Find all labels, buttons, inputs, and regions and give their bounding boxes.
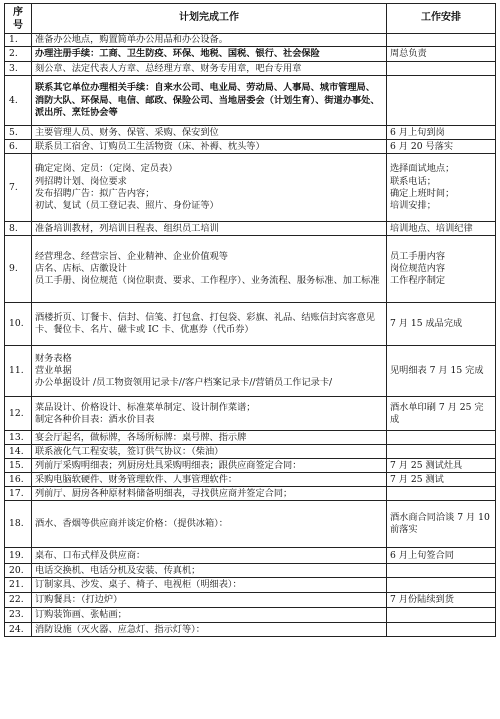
work-line: 初试、复试（员工登记表、照片、身份证等） (35, 199, 219, 211)
row-arrange (387, 608, 496, 623)
arrange-line: 员工手册内容 (390, 250, 446, 262)
row-number: 8. (5, 222, 32, 236)
row-number: 14. (5, 445, 32, 459)
arrange-line: 周总负责 (390, 48, 427, 60)
row-work (32, 548, 387, 564)
row-number: 23. (5, 608, 32, 623)
table-row (5, 459, 496, 473)
row-work (32, 154, 387, 222)
table-row (5, 487, 496, 501)
arrange-line: 选择面试地点； (390, 163, 455, 175)
work-line: 营业单据 (35, 365, 72, 377)
table-row (5, 126, 496, 140)
work-line: 制定各种价目表：酒水价目表 (35, 413, 155, 425)
row-number: 9. (5, 236, 32, 303)
row-work (32, 236, 387, 303)
row-arrange (387, 47, 496, 62)
table-row (5, 593, 496, 608)
row-arrange (387, 126, 496, 140)
row-arrange (387, 346, 496, 397)
work-line: 联系液化气工程安装，签订供气协议：（柴油） (35, 445, 224, 457)
row-arrange (387, 548, 496, 564)
row-arrange (387, 623, 496, 637)
row-arrange (387, 34, 496, 47)
work-line: 财务表格 (35, 352, 72, 364)
row-number: 6. (5, 140, 32, 154)
work-line: 发布招聘广告：拟广告内容； (35, 187, 155, 199)
work-line: 刻公章、法定代表人方章、总经理方章、财务专用章，吧台专用章 (35, 62, 302, 74)
row-work (32, 303, 387, 346)
table-row (5, 501, 496, 548)
arrange-line: 7 月 25 测试灶具 (390, 459, 463, 471)
table-row (5, 154, 496, 222)
row-number: 24. (5, 623, 32, 637)
row-arrange (387, 564, 496, 578)
table-row (5, 346, 496, 397)
row-work (32, 397, 387, 431)
arrange-line: 6 月上旬签合同 (390, 549, 454, 561)
row-arrange (387, 154, 496, 222)
row-number: 4. (5, 76, 32, 126)
row-number: 12. (5, 397, 32, 431)
row-arrange (387, 431, 496, 445)
work-line: 酒水、香烟等供应商并谈定价格：（提供冰箱）： (35, 518, 228, 530)
work-line: 订购装饰画、张帖画； (35, 609, 127, 621)
table-header-row (5, 4, 496, 34)
row-arrange (387, 578, 496, 593)
row-number: 22. (5, 593, 32, 608)
table-row (5, 47, 496, 62)
header-arrange: 工作安排 (387, 4, 496, 34)
row-number: 10. (5, 303, 32, 346)
row-work (32, 346, 387, 397)
row-number: 21. (5, 578, 32, 593)
row-work (32, 564, 387, 578)
row-arrange (387, 76, 496, 126)
work-line: 办公单据设计 /员工物资领用记录卡//客户档案记录卡//营销员工作记录卡/ (35, 377, 333, 389)
row-work (32, 578, 387, 593)
arrange-line: 7 月 25 测试 (390, 473, 444, 485)
arrange-line: 6 月 20 号落实 (390, 140, 454, 152)
row-arrange (387, 501, 496, 548)
work-line: 确定定岗、定员：（定岗、定员表） (35, 163, 178, 175)
work-line: 电话交换机、电话分机及安装、传真机； (35, 564, 201, 576)
work-line: 列招聘计划、岗位要求 (35, 175, 127, 187)
work-line: 订制家具、沙发、桌子、椅子、电视柜（明细表）： (35, 579, 242, 591)
table-row (5, 578, 496, 593)
row-number: 11. (5, 346, 32, 397)
work-line: 酒楼折页、订餐卡、信封、信笺、打包盒、打包袋、彩旗、礼品、结账信封宾客意见卡、餐位卡、名片、磁卡或 IC 卡、优惠券（代币券） (35, 312, 375, 336)
row-number: 20. (5, 564, 32, 578)
row-number: 16. (5, 473, 32, 487)
row-work (32, 445, 387, 459)
work-line: 店名、店标、店徽设计 (35, 263, 127, 275)
row-arrange (387, 487, 496, 501)
row-number: 3. (5, 62, 32, 76)
row-work (32, 608, 387, 623)
row-work (32, 487, 387, 501)
work-line: 准备办公地点，购置简单办公用品和办公设备。 (35, 34, 228, 45)
arrange-line: 7 月份陆续到货 (390, 594, 454, 606)
table-row (5, 397, 496, 431)
arrange-line: 岗位规范内容 (390, 263, 446, 275)
work-line: 联系其它单位办理相关手续：自来水公司、电业局、劳动局、人事局、城市管理局、消防大队、环保局、电信、邮政、保险公司、当地居委会（计划生育）、街道办事处、派出所、烹饪协会等 (35, 82, 380, 118)
row-number: 18. (5, 501, 32, 548)
table-row (5, 236, 496, 303)
arrange-line: 见明细表 7 月 15 完成 (390, 365, 484, 377)
row-work (32, 473, 387, 487)
work-line: 消防设施（灭火器、应急灯、指示灯等）： (35, 623, 205, 635)
arrange-line: 酒水商合同洽谈 7 月 10 前落实 (390, 512, 490, 536)
table-row (5, 140, 496, 154)
row-number: 7. (5, 154, 32, 222)
row-number: 13. (5, 431, 32, 445)
row-number: 17. (5, 487, 32, 501)
work-line: 准备培训教材，列培训日程表、组织员工培训 (35, 222, 219, 234)
table-row (5, 62, 496, 76)
row-work (32, 501, 387, 548)
table-row (5, 431, 496, 445)
arrange-line: 工作程序制定 (390, 275, 446, 287)
table-row (5, 222, 496, 236)
row-arrange (387, 303, 496, 346)
row-work (32, 34, 387, 47)
row-arrange (387, 62, 496, 76)
row-work (32, 126, 387, 140)
table-row (5, 34, 496, 47)
header-no: 序 号 (5, 4, 32, 34)
row-work (32, 62, 387, 76)
row-work (32, 431, 387, 445)
row-work (32, 140, 387, 154)
work-line: 联系员工宿舍、订购员工生活物资（床、补褥、枕头等） (35, 140, 265, 152)
row-work (32, 459, 387, 473)
row-arrange (387, 459, 496, 473)
arrange-line: 酒水单印刷 7 月 25 完成 (390, 401, 484, 425)
row-arrange (387, 222, 496, 236)
arrange-line: 培训地点、培训纪律 (390, 222, 473, 234)
table-row (5, 608, 496, 623)
work-line: 列前厅、厨房各种原材料储备明细表，寻找供应商并签定合同； (35, 487, 293, 499)
work-plan-table (4, 3, 496, 637)
table-row (5, 548, 496, 564)
work-line: 主要管理人员、财务、保管、采购、保安到位 (35, 126, 219, 138)
work-line: 桌布、口布式样及供应商： (35, 549, 146, 561)
row-number: 5. (5, 126, 32, 140)
table-row (5, 473, 496, 487)
work-line: 采购电脑软硬件、财务管理软件、人事管理软件： (35, 473, 238, 485)
table-row (5, 445, 496, 459)
arrange-line: 确定上班时间； (390, 187, 455, 199)
row-work (32, 623, 387, 637)
row-work (32, 76, 387, 126)
table-row (5, 76, 496, 126)
row-arrange (387, 593, 496, 608)
row-arrange (387, 445, 496, 459)
row-number: 19. (5, 548, 32, 564)
work-line: 员工手册、岗位规范（岗位职责、要求、工作程序）、业务流程、服务标准、加工标准 (35, 275, 380, 287)
table-row (5, 303, 496, 346)
row-work (32, 593, 387, 608)
arrange-line: 6 月上旬到岗 (390, 126, 445, 138)
work-line: 办理注册手续：工商、卫生防疫、环保、地税、国税、银行、社会保险 (35, 48, 320, 60)
work-line: 列前厅采购明细表；列厨房灶具采购明细表；跟供应商签定合同： (35, 459, 302, 471)
row-work (32, 222, 387, 236)
row-number: 1. (5, 34, 32, 47)
work-line: 订购餐具：（打边炉） (35, 594, 123, 606)
work-line: 菜品设计、价格设计、标准菜单制定、设计制作菜谱； (35, 401, 256, 413)
row-number: 15. (5, 459, 32, 473)
work-line: 宴会厅起名，做标牌，各场所标牌：桌号牌、指示牌 (35, 431, 247, 443)
row-number: 2. (5, 47, 32, 62)
arrange-line: 7 月 15 成品完成 (390, 318, 463, 330)
table-row (5, 564, 496, 578)
row-arrange (387, 140, 496, 154)
work-line: 经营理念、经营宗旨、企业精神、企业价值观等 (35, 250, 228, 262)
table-row (5, 623, 496, 637)
table-body (5, 34, 496, 637)
arrange-line: 联系电话； (390, 175, 436, 187)
row-arrange (387, 473, 496, 487)
row-arrange (387, 397, 496, 431)
row-arrange (387, 236, 496, 303)
row-work (32, 47, 387, 62)
arrange-line: 培训安排； (390, 199, 436, 211)
header-work: 计划完成工作 (32, 4, 387, 34)
